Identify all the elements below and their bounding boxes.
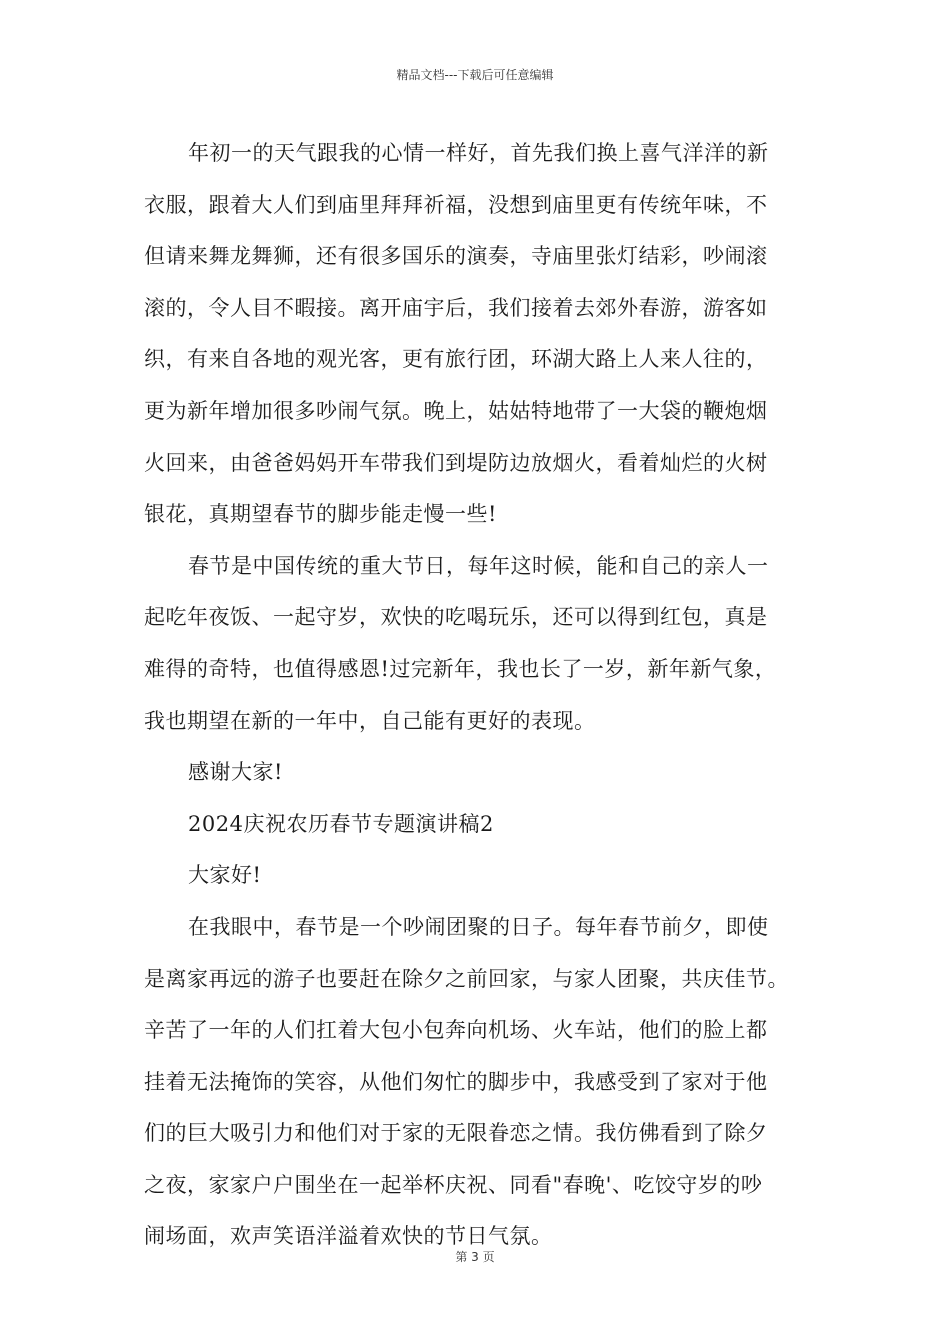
paragraph-line: 是离家再远的游子也要赶在除夕之前回家，与家人团聚，共庆佳节。 xyxy=(144,966,789,991)
paragraph-line: 我也期望在新的一年中，自己能有更好的表现。 xyxy=(144,708,596,733)
paragraph-line: 火回来，由爸爸妈妈开车带我们到堤防边放烟火，看着灿烂的火树 xyxy=(144,450,768,475)
paragraph-line: 起吃年夜饭、一起守岁，欢快的吃喝玩乐，还可以得到红包，真是 xyxy=(144,605,768,630)
paragraph-line: 衣服，跟着大人们到庙里拜拜祈福，没想到庙里更有传统年味，不 xyxy=(144,192,768,217)
paragraph-line: 之夜，家家户户围坐在一起举杯庆祝、同看"春晚'、吃饺守岁的吵 xyxy=(144,1172,763,1197)
paragraph-line: 银花，真期望春节的脚步能走慢一些! xyxy=(144,502,497,527)
paragraph-line: 但请来舞龙舞狮，还有很多国乐的演奏，寺庙里张灯结彩，吵闹滚 xyxy=(144,244,768,269)
document-body xyxy=(144,128,808,1263)
page-header: 精品文档---下载后可任意编辑 xyxy=(396,68,554,82)
paragraph-line: 辛苦了一年的人们扛着大包小包奔向机场、火车站，他们的脸上都 xyxy=(144,1018,768,1043)
paragraph-line: 年初一的天气跟我的心情一样好，首先我们换上喜气洋洋的新 xyxy=(188,141,769,165)
paragraph-line: 春节是中国传统的重大节日，每年这时候，能和自己的亲人一 xyxy=(188,553,769,578)
paragraph-line: 们的巨大吸引力和他们对于家的无限眷恋之情。我仿佛看到了除夕 xyxy=(144,1121,768,1146)
section-title: 2024庆祝农历春节专题演讲稿2 xyxy=(188,811,494,836)
paragraph-line: 滚的，令人目不暇接。离开庙宇后，我们接着去郊外春游，游客如 xyxy=(144,295,768,320)
paragraph-line: 挂着无法掩饰的笑容，从他们匆忙的脚步中，我感受到了家对于他 xyxy=(144,1069,768,1094)
paragraph-line: 织，有来自各地的观光客，更有旅行团，环湖大路上人来人往的， xyxy=(144,347,768,372)
paragraph-line: 闹场面，欢声笑语洋溢着欢快的节日气氛。 xyxy=(144,1224,553,1249)
paragraph-line: 在我眼中，春节是一个吵闹团聚的日子。每年春节前夕，即使 xyxy=(188,914,769,939)
greeting-line: 大家好! xyxy=(188,863,262,888)
closing-line: 感谢大家! xyxy=(188,760,283,785)
page-number: 第 3 页 xyxy=(455,1250,495,1264)
paragraph-line: 难得的奇特，也值得感恩!过完新年，我也长了一岁，新年新气象， xyxy=(144,656,777,681)
paragraph-line: 更为新年增加很多吵闹气氛。晚上，姑姑特地带了一大袋的鞭炮烟 xyxy=(144,398,768,423)
